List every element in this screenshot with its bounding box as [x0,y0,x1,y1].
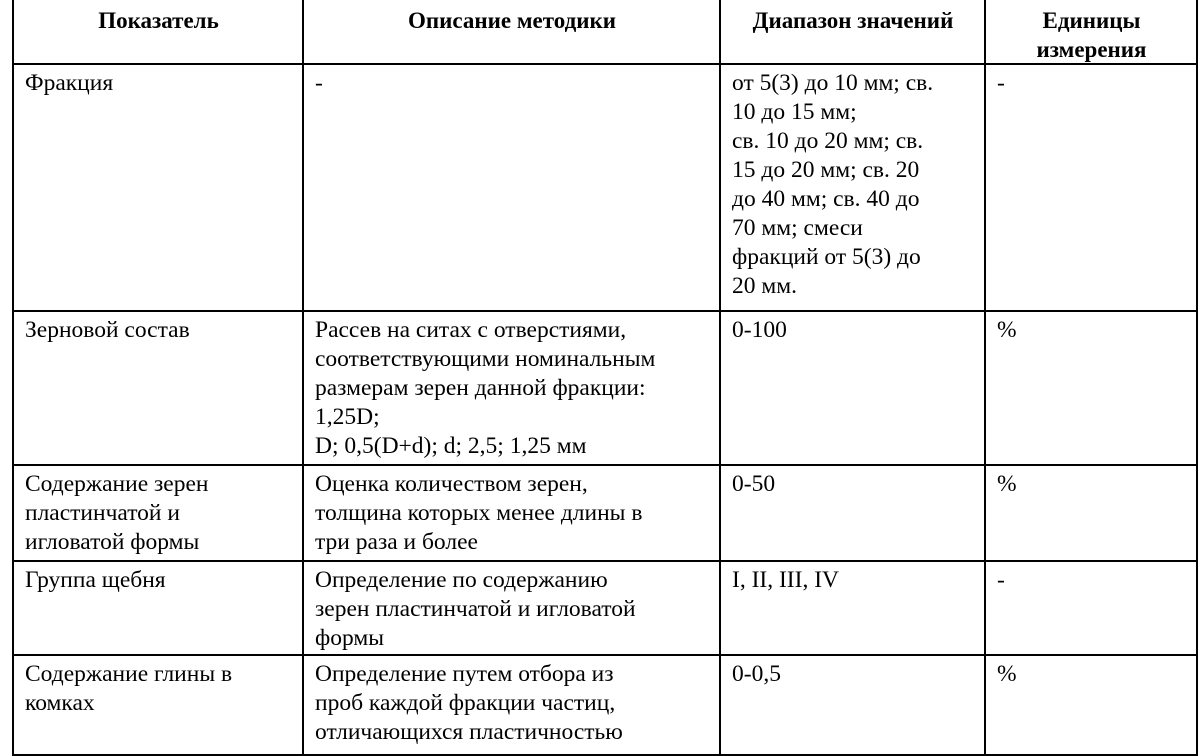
table-row [14,562,1200,656]
cell-range: I, II, III, IV [721,562,986,656]
table-row [14,466,1200,562]
cell-method: Оценка количеством зерен, толщина которых менее длины в три раза и более [304,466,721,562]
table-row [14,656,1200,756]
cell-range: от 5(3) до 10 мм; св. 10 до 15 мм; св. 10 до 20 мм; св. 15 до 20 мм; св. 20 до 40 мм; св. 40 до 70 мм; смеси фракций от 5(3) до 20 мм. [721,65,986,312]
table-row [14,312,1200,466]
cell-unit: % [986,466,1198,562]
cell-method: - [304,65,721,312]
cell-indicator: Содержание глины в комках [14,656,304,756]
cell-unit: - [986,562,1198,656]
cell-range: 0-0,5 [721,656,986,756]
cell-range: 0-100 [721,312,986,466]
cell-indicator: Группа щебня [14,562,304,656]
cell-range: 0-50 [721,466,986,562]
table-row [14,65,1200,312]
header-method: Описание методики [304,0,721,65]
header-indicator: Показатель [14,0,304,65]
cell-indicator: Зерновой состав [14,312,304,466]
header-range: Диапазон значений [721,0,986,65]
parameters-table [12,0,1200,756]
cell-indicator: Фракция [14,65,304,312]
cell-method: Рассев на ситах с отверстиями, соответствующими номинальным размерам зерен данной фракции: 1,25D; D; 0,5(D+d); d; 2,5; 1,25 мм [304,312,721,466]
cell-unit: - [986,65,1198,312]
cell-method: Определение путем отбора из проб каждой фракции частиц, отличающихся пластичностью [304,656,721,756]
cell-method: Определение по содержанию зерен пластинчатой и игловатой формы [304,562,721,656]
cell-unit: % [986,656,1198,756]
header-unit: Единицы измерения [986,0,1198,65]
table-header-row [14,0,1200,65]
cell-unit: % [986,312,1198,466]
cell-indicator: Содержание зерен пластинчатой и игловатой формы [14,466,304,562]
